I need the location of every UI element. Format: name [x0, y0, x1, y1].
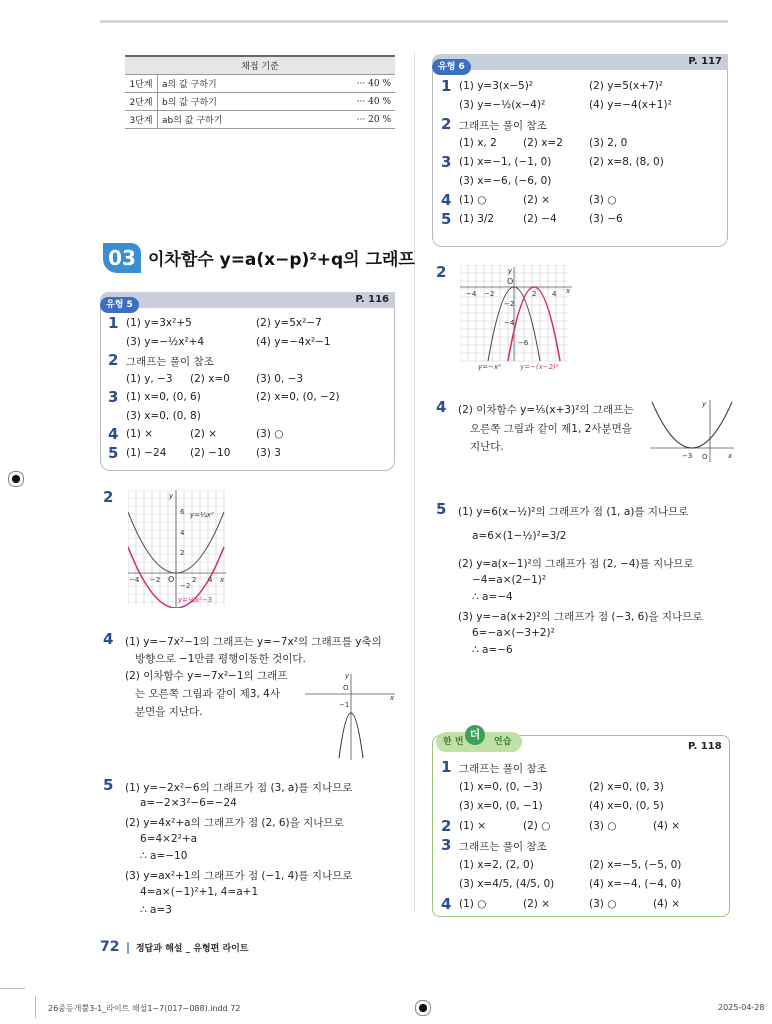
answer-item: (1) x=0, (0, 6)	[126, 391, 201, 403]
answer-item: (3) x=4/5, (4/5, 0)	[459, 878, 555, 890]
answer-item: 그래프는 풀이 참조	[459, 841, 547, 853]
solution-line: 분면을 지난다.	[135, 706, 203, 718]
answer-item: (3) x=−6, (−6, 0)	[459, 175, 552, 187]
solution-number: 5	[436, 500, 447, 518]
solution-number: 4	[436, 398, 447, 416]
page-reference: P. 116	[355, 294, 389, 305]
answer-item: (3) y=−½x²+4	[126, 335, 205, 348]
type-number: 5	[126, 300, 133, 310]
table-row	[125, 75, 395, 93]
file-info: 26중등개뿔3-1_라이트 해설1~7(017~088).indd 72	[48, 1004, 241, 1013]
answer-item: (1) ○	[459, 194, 487, 206]
answer-item: (1) y=3x²+5	[126, 317, 192, 329]
answer-item: (3) 0, −3	[256, 372, 304, 385]
page-footer	[100, 939, 249, 955]
tick-label: −4	[466, 290, 477, 298]
solution-line: 방향으로 −1만큼 평행이동한 것이다.	[135, 653, 306, 665]
points-cell: ··· 20 %	[305, 111, 395, 129]
solution-line: a=−2×3²−6=−24	[140, 797, 237, 809]
answer-item: (1) x, 2	[459, 137, 497, 149]
question-number: 1	[441, 77, 452, 95]
task-cell: a의 값 구하기	[158, 75, 305, 93]
crop-mark	[0, 988, 25, 989]
solution-line: ∴ a=−4	[472, 591, 513, 603]
answer-item: (2) x=−5, (−5, 0)	[589, 858, 682, 871]
solution-line: (2) 이차함수 y=−7x²−1의 그래프	[125, 670, 288, 682]
task-cell: b의 값 구하기	[158, 93, 305, 111]
answer-item: (1) 3/2	[459, 213, 495, 225]
question-number: 2	[108, 351, 119, 369]
question-number: 4	[108, 425, 119, 443]
answer-item: (2) y=5(x+7)²	[589, 80, 663, 92]
question-number: 1	[108, 314, 119, 332]
answer-item: (2) x=2	[523, 137, 563, 149]
answer-item: (2) ×	[190, 428, 218, 440]
registration-mark-icon	[415, 1000, 431, 1016]
solution-line: ∴ a=−6	[472, 644, 513, 656]
curve	[652, 402, 732, 448]
question-number: 5	[441, 210, 452, 228]
type5-header	[100, 292, 395, 308]
answer-item: (4) y=−4x²−1	[256, 335, 331, 348]
answer-item: (3) −6	[589, 213, 623, 225]
tick-label: −6	[518, 339, 529, 347]
section-title: 이차함수 y=a(x−p)²+q의 그래프	[148, 250, 415, 270]
question-number: 5	[108, 443, 119, 462]
question-number: 3	[441, 836, 452, 854]
answer-item: (4) ×	[653, 897, 681, 910]
axis-label-y: y	[169, 492, 174, 500]
table-row	[125, 111, 395, 129]
answer-item: (2) ○	[523, 819, 551, 832]
answer-item: 그래프는 풀이 참조	[126, 356, 214, 368]
registration-mark-icon	[8, 471, 24, 487]
answer-item: (1) x=0, (0, −3)	[459, 780, 543, 793]
section-number-badge: 03	[103, 243, 141, 273]
solution-line: (2) 이차함수 y=⅕(x+3)²의 그래프는	[458, 404, 634, 416]
answer-item: (4) ×	[653, 819, 681, 832]
type-label: 유형	[438, 62, 456, 72]
axis-label-y: y	[508, 267, 513, 275]
question-number: 3	[108, 388, 119, 406]
answer-item: (1) x=−1, (−1, 0)	[459, 156, 552, 168]
answer-item: (4) x=−4, (−4, 0)	[589, 878, 682, 890]
tick-label: 4	[552, 290, 557, 298]
answer-item: (3) x=0, (0, 8)	[126, 409, 201, 422]
solution-line: 는 오른쪽 그림과 같이 제3, 4사	[135, 688, 280, 700]
tick-label: −4	[504, 319, 515, 327]
answer-item: (3) 3	[256, 446, 281, 459]
step-cell: 1단계	[125, 75, 158, 93]
page-reference: P. 117	[688, 56, 722, 67]
answer-item: (2) x=0, (0, 3)	[589, 780, 664, 793]
axis-label-x: x	[566, 287, 571, 295]
answer-item: (3) x=0, (0, −1)	[459, 800, 543, 812]
answer-item: 그래프는 풀이 참조	[459, 120, 547, 132]
answer-item: (2) −10	[190, 446, 231, 459]
table-row	[125, 93, 395, 111]
question-number: 2	[441, 816, 452, 835]
answer-item: (2) x=0, (0, −2)	[256, 391, 340, 403]
question-number: 1	[441, 758, 452, 776]
answer-item: (1) ×	[126, 428, 154, 440]
practice-label-left: 한 번	[443, 737, 464, 747]
answer-item: (3) ○	[256, 428, 284, 440]
solution-line: 4=a×(−1)²+1, 4=a+1	[140, 886, 259, 898]
tick-label: −4	[129, 576, 140, 584]
crop-mark	[35, 996, 36, 1018]
tick-label: 2	[180, 549, 185, 557]
answer-item: (3) y=−½(x−4)²	[459, 99, 546, 111]
answer-item: (1) x=2, (2, 0)	[459, 858, 534, 871]
answer-item: (2) y=5x²−7	[256, 317, 322, 329]
footer-title: 정답과 해설 _ 유형편 라이트	[135, 944, 249, 954]
points-cell: ··· 40 %	[305, 93, 395, 111]
axis-label-x: x	[220, 576, 225, 584]
tick-label: −2	[504, 300, 515, 308]
tick-label: −2	[180, 582, 191, 590]
solution-line: (1) y=6(x−½)²의 그래프가 점 (1, a)를 지나므로	[458, 506, 689, 518]
tick-label: −1	[339, 701, 350, 709]
solution-line: (1) y=−7x²−1의 그래프는 y=−7x²의 그래프를 y축의	[125, 636, 382, 648]
points-cell: ··· 40 %	[305, 75, 395, 93]
solution-number: 5	[103, 776, 114, 794]
page-number: 72	[100, 939, 120, 955]
solution-line: ∴ a=−10	[140, 850, 188, 862]
step-cell: 3단계	[125, 111, 158, 129]
answer-item: (3) 2, 0	[589, 137, 628, 149]
axis-label-x: x	[728, 452, 733, 460]
right-graph-2	[460, 265, 580, 373]
tick-label: 4	[208, 576, 213, 584]
task-cell: ab의 값 구하기	[158, 111, 305, 129]
answer-item: (1) y, −3	[126, 372, 173, 385]
answer-item: (2) −4	[523, 213, 557, 225]
practice-label-right: 연습	[494, 737, 512, 747]
solution-line: 지난다.	[470, 441, 504, 453]
solution-line: ∴ a=3	[140, 904, 172, 916]
step-cell: 2단계	[125, 93, 158, 111]
curve-label: y=¼x²	[190, 511, 214, 519]
question-number: 2	[441, 115, 452, 133]
print-date: 2025-04-28	[718, 1003, 765, 1012]
tick-label: 2	[192, 576, 197, 584]
curve-label: y=−(x−2)²	[520, 363, 559, 371]
answer-item: (1) ×	[459, 819, 487, 832]
left-graph-2	[128, 490, 228, 608]
origin-label: O	[702, 453, 708, 461]
answer-item: (2) ×	[523, 897, 551, 910]
solution-line: 6=−a×(−3+2)²	[472, 627, 555, 639]
solution-line: (1) y=−2x²−6의 그래프가 점 (3, a)를 지나므로	[125, 782, 353, 794]
scoring-table-header: 채점 기준	[125, 56, 395, 75]
type6-header	[432, 54, 728, 70]
solution-number: 4	[103, 630, 114, 648]
origin-label: O	[507, 277, 514, 286]
top-rule	[100, 20, 728, 23]
scoring-table	[125, 55, 395, 129]
answer-item: (2) x=0	[190, 372, 230, 385]
tick-label: 4	[180, 529, 185, 537]
solution-line: (2) y=4x²+a의 그래프가 점 (2, 6)을 지나므로	[125, 817, 344, 829]
origin-label: O	[343, 684, 349, 692]
footer-separator	[127, 942, 129, 954]
axis-label-y: y	[702, 400, 707, 408]
solution-line: 오른쪽 그림과 같이 제1, 2사분면을	[470, 423, 632, 435]
type-label: 유형	[106, 300, 124, 310]
type-number: 6	[458, 62, 465, 72]
solution-line: a=6×(1−½)²=3/2	[472, 530, 567, 542]
left-graph-4	[305, 670, 397, 760]
answer-item: 그래프는 풀이 참조	[459, 763, 547, 775]
solution-line: −4=a×(2−1)²	[472, 574, 547, 586]
answer-item: (4) y=−4(x+1)²	[589, 99, 672, 111]
question-number: 4	[441, 191, 452, 209]
page-reference: P. 118	[688, 741, 722, 752]
answer-item: (3) ○	[589, 897, 617, 910]
answer-item: (3) ○	[589, 194, 617, 206]
answer-item: (2) x=8, (8, 0)	[589, 156, 664, 168]
tick-label: −2	[484, 290, 495, 298]
axis-label-x: x	[390, 694, 395, 702]
axis-label-y: y	[345, 672, 350, 680]
answer-item: (1) ○	[459, 897, 487, 910]
solution-line: (2) y=a(x−1)²의 그래프가 점 (2, −4)를 지나므로	[458, 558, 694, 570]
curve-label: y=−x²	[478, 363, 501, 371]
question-number: 3	[441, 153, 452, 171]
origin-label: O	[168, 575, 175, 584]
solution-line: (3) y=ax²+1의 그래프가 점 (−1, 4)를 지나므로	[125, 870, 353, 882]
solution-number: 2	[103, 488, 114, 506]
practice-badge: 더	[465, 725, 485, 745]
column-divider	[414, 52, 415, 912]
right-graph-4	[648, 396, 736, 464]
tick-label: 2	[532, 290, 537, 298]
answer-item: (4) x=0, (0, 5)	[589, 800, 664, 812]
curve-label: y=¼x²−3	[178, 596, 213, 604]
solution-number: 2	[436, 263, 447, 281]
solution-line: (3) y=−a(x+2)²의 그래프가 점 (−3, 6)을 지나므로	[458, 611, 703, 623]
answer-item: (3) ○	[589, 819, 617, 832]
answer-item: (1) −24	[126, 446, 167, 459]
question-number: 4	[441, 894, 452, 913]
answer-item: (2) ×	[523, 194, 551, 206]
tick-label: 6	[180, 508, 185, 516]
tick-label: −2	[150, 576, 161, 584]
tick-label: −3	[682, 452, 693, 460]
solution-line: 6=4×2²+a	[140, 833, 198, 845]
answer-item: (1) y=3(x−5)²	[459, 80, 533, 92]
